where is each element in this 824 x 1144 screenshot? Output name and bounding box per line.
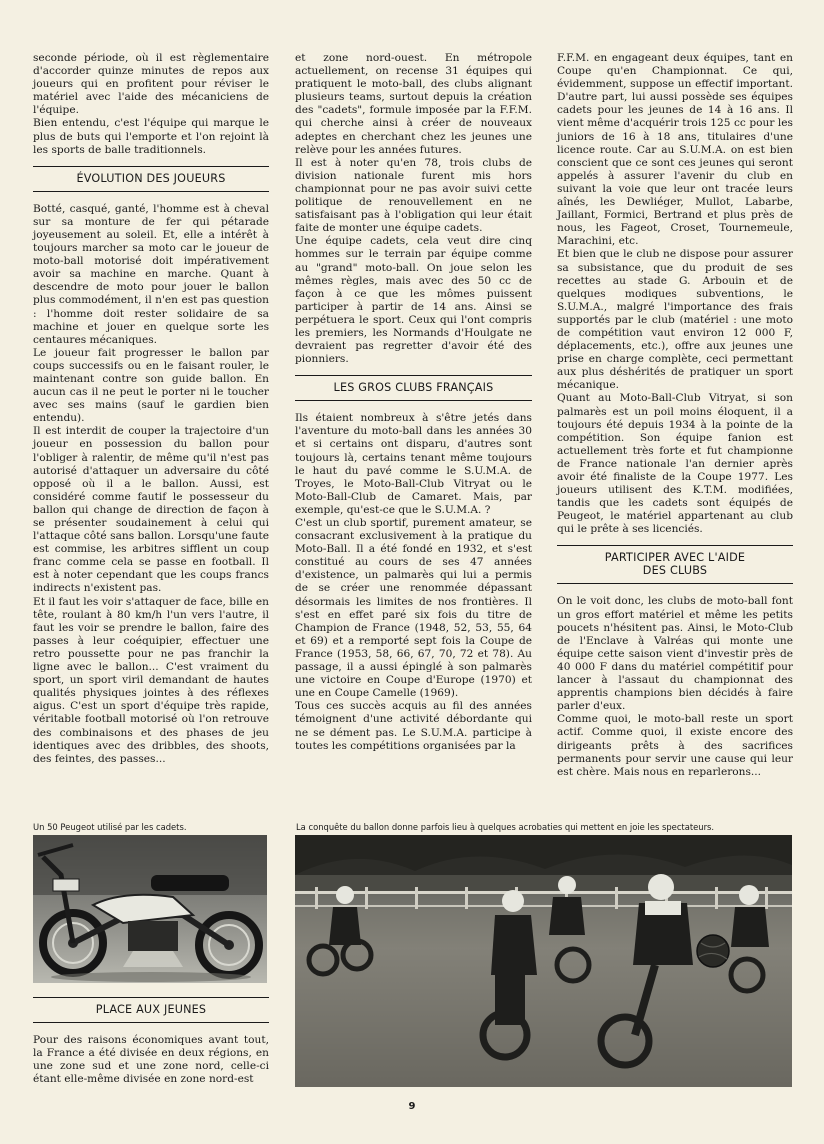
paragraph: C'est un club sportif, purement amateur, se consacrant exclusivement à la pratique du Moto-Ball. Il a été fondé en 1932, et s'est constitué au cours de ses 47 années d'existence, un palmarès qui lui a permis de se créer une renommée dépassant désormais les limites de nos frontières. Il s'est en effet paré six fois du titre de Champion de France (1948, 52, 53, 55, 64 et 69) et a remporté sept fois la Coupe de France (1953, 58, 66, 67, 70, 72 et 78). Au passage, il a aussi épinglé à son palmarès une victoire en Coupe d'Europe (1970) et une en Coupe Camelle (1969). <box>295 517 532 700</box>
paragraph: et zone nord-ouest. En métropole actuellement, on recense 31 équipes qui pratiquent le moto-ball, des clubs alignant plusieurs teams, surtout depuis la création des "cadets", formule imposée par la F.F.M. qui cherche ainsi à créer de nouveaux adeptes en cherchant chez les jeunes une relève pour les années futures. <box>295 52 532 156</box>
paragraph: Botté, casqué, ganté, l'homme est à cheval sur sa monture de fer qui pétarade joyeusement au soleil. Et, elle a intérêt à toujours marcher sa moto car le joueur de moto-ball motorisé doit impérativement avoir sa machine en marche. Quant à descendre de moto pour jouer le ballon plus commodément, il n'en est pas question : l'homme doit rester solidaire de sa machine et jouer en quelque sorte les centaures mécaniques. <box>33 202 269 346</box>
paragraph: F.F.M. en engageant deux équipes, tant en Coupe qu'en Championnat. Ce qui, évidemment, suppose un effectif important. D'autre part, lui aussi possède ses équipes cadets pour les jeunes de 14 à 16 ans. Il vient même d'acquérir trois 125 cc pour les juniors de 16 à 18 ans, titulaires d'une licence route. Car au S.U.M.A. on est bien conscient que ce sont ces jeunes qui seront appelés à assurer l'avenir du club en suivant la voie que leur ont tracée leurs aînés, les Dewliéger, Mullot, Labarbe, Jaillant, Formici, Bertrand et plus près de nous, les Fageot, Croset, Tournemeule, Marachini, etc. <box>557 52 793 248</box>
moped-illustration <box>33 835 267 983</box>
paragraph: Pour des raisons économiques avant tout, la France a été divisée en deux régions, en une zone sud et une zone nord, celle-ci étant elle-même divisée en zone nord-est <box>33 1034 269 1086</box>
heading-line: PARTICIPER AVEC L'AIDE <box>604 551 746 565</box>
section-place-aux-jeunes <box>33 997 269 1086</box>
paragraph: Et il faut les voir s'attaquer de face, bille en tête, roulant à 80 km/h l'un vers l'autre, il faut les voir se prendre le ballon, faire des passes à leur coéquipier, effectuer une retro poussette pour ne pas franchir la ligne avec le ballon... C'est vraiment du sport, un sport viril demandant de hautes qualités physiques jointes à des réflexes aigus. C'est un sport d'équipe très rapide, véritable football motorisé où l'on retrouve des combinaisons et des phases de jeu identiques avec des dribbles, des shoots, des feintes, des passes... <box>33 595 269 765</box>
paragraph: Tous ces succès acquis au fil des années témoignent d'une activité débordante qui ne se dément pas. Le S.U.M.A. participe à toutes les compétitions organisées par la <box>295 700 532 752</box>
heading-line: DES CLUBS <box>642 564 708 578</box>
paragraph: Et bien que le club ne dispose pour assurer sa subsistance, que du produit de ses recettes au stade G. Arbouin et de quelques modiques subventions, le S.U.M.A., malgré l'importance des frais supportés par le club (matériel : une moto de compétition vaut environ 12 000 F, déplacements, etc.), offre aux jeunes une prise en charge complète, ceci permettant aux plus déshérités de pratiquer un sport mécanique. <box>557 248 793 392</box>
section-heading-gros-clubs: LES GROS CLUBS FRANÇAIS <box>295 375 532 401</box>
photo-caption-right: La conquête du ballon donne parfois lieu à quelques acrobaties qui mettent en joie les spectateurs. <box>296 822 715 832</box>
paragraph: On le voit donc, les clubs de moto-ball font un gros effort matériel et même les petits poucets n'hésitent pas. Ainsi, le Moto-Club de l'Enclave à Valréas qui monte une équipe cette saison vient d'investir près de 40 000 F dans du matériel compétitif pour lancer à l'assaut du championnat des apprentis champions bien décidés à faire parler d'eux. <box>557 595 793 713</box>
column-2 <box>295 52 532 753</box>
section-heading-participer <box>557 545 793 584</box>
match-photo <box>295 835 792 1087</box>
photo-caption-left: Un 50 Peugeot utilisé par les cadets. <box>33 822 187 832</box>
section-heading-place-aux-jeunes: PLACE AUX JEUNES <box>33 997 269 1023</box>
paragraph: Il est à noter qu'en 78, trois clubs de division nationale furent mis hors championnat pour ne pas avoir suivi cette politique de renouvellement en ne satisfaisant pas à l'obligation qui leur était faite de monter une équipe cadets. <box>295 156 532 235</box>
paragraph: Bien entendu, c'est l'équipe qui marque le plus de buts qui l'emporte et l'on rejoint là les sports de balle traditionnels. <box>33 117 269 156</box>
paragraph: Quant au Moto-Ball-Club Vitryat, si son palmarès est un poil moins éloquent, il a toujours été depuis 1934 à la pointe de la compétition. Son équipe fanion est actuellement très forte et fut championne de France nationale l'an dernier après avoir été finaliste de la Coupe 1977. Les joueurs utilisent des K.T.M. modifiées, tandis que les cadets sont équipés de Peugeot, le matériel appartenant au club qui le prête à ses licenciés. <box>557 392 793 536</box>
paragraph: Le joueur fait progresser le ballon par coups successifs ou en le faisant rouler, le maintenant contre son guide ballon. En aucun cas il ne peut le porter ni le toucher avec ses mains (sauf le gardien bien entendu). <box>33 346 269 425</box>
paragraph: Il est interdit de couper la trajectoire d'un joueur en possession du ballon pour l'obliger à ralentir, de même qu'il n'est pas autorisé d'attaquer un adversaire du côté opposé où il a le ballon. Aussi, est considéré comme fautif le possesseur du ballon qui change de direction de façon à se présenter soudainement à celui qui l'attaque côté sans ballon. Lorsqu'une faute est commise, les arbitres sifflent un coup franc comme cela se passe en football. Il est à noter cependant que les coups francs indirects n'existent pas. <box>33 425 269 595</box>
paragraph: seconde période, où il est règlementaire d'accorder quinze minutes de repos aux joueurs qui en profitent pour réviser le matériel avec l'aide des mécaniciens de l'équipe. <box>33 52 269 117</box>
match-illustration <box>295 835 792 1087</box>
column-1 <box>33 52 269 766</box>
section-heading-evolution: ÉVOLUTION DES JOUEURS <box>33 166 269 192</box>
paragraph: Ils étaient nombreux à s'être jetés dans l'aventure du moto-ball dans les années 30 et si certains ont disparu, d'autres sont toujours là, certains tenant même toujours le haut du pavé comme le S.U.M.A. de Troyes, le Moto-Ball-Club Vitryat ou le Moto-Ball-Club de Camaret. Mais, par exemple, qu'est-ce que le S.U.M.A. ? <box>295 412 532 516</box>
moped-photo <box>33 835 267 983</box>
page-number: 9 <box>408 1101 416 1112</box>
column-3 <box>557 52 793 779</box>
paragraph: Comme quoi, le moto-ball reste un sport actif. Comme quoi, il existe encore des dirigeants prêts à des sacrifices permanents pour servir une cause qui leur est chère. Mais nous en reparlerons... <box>557 713 793 778</box>
paragraph: Une équipe cadets, cela veut dire cinq hommes sur le terrain par équipe comme au "grand" moto-ball. On joue selon les mêmes règles, mais avec des 50 cc de façon à ce que les mômes puissent participer à partir de 14 ans. Ainsi se perpétuera le sport. Ceux qui l'ont compris les premiers, les Normands d'Houlgate ne devraient pas regretter d'avoir été des pionniers. <box>295 235 532 366</box>
